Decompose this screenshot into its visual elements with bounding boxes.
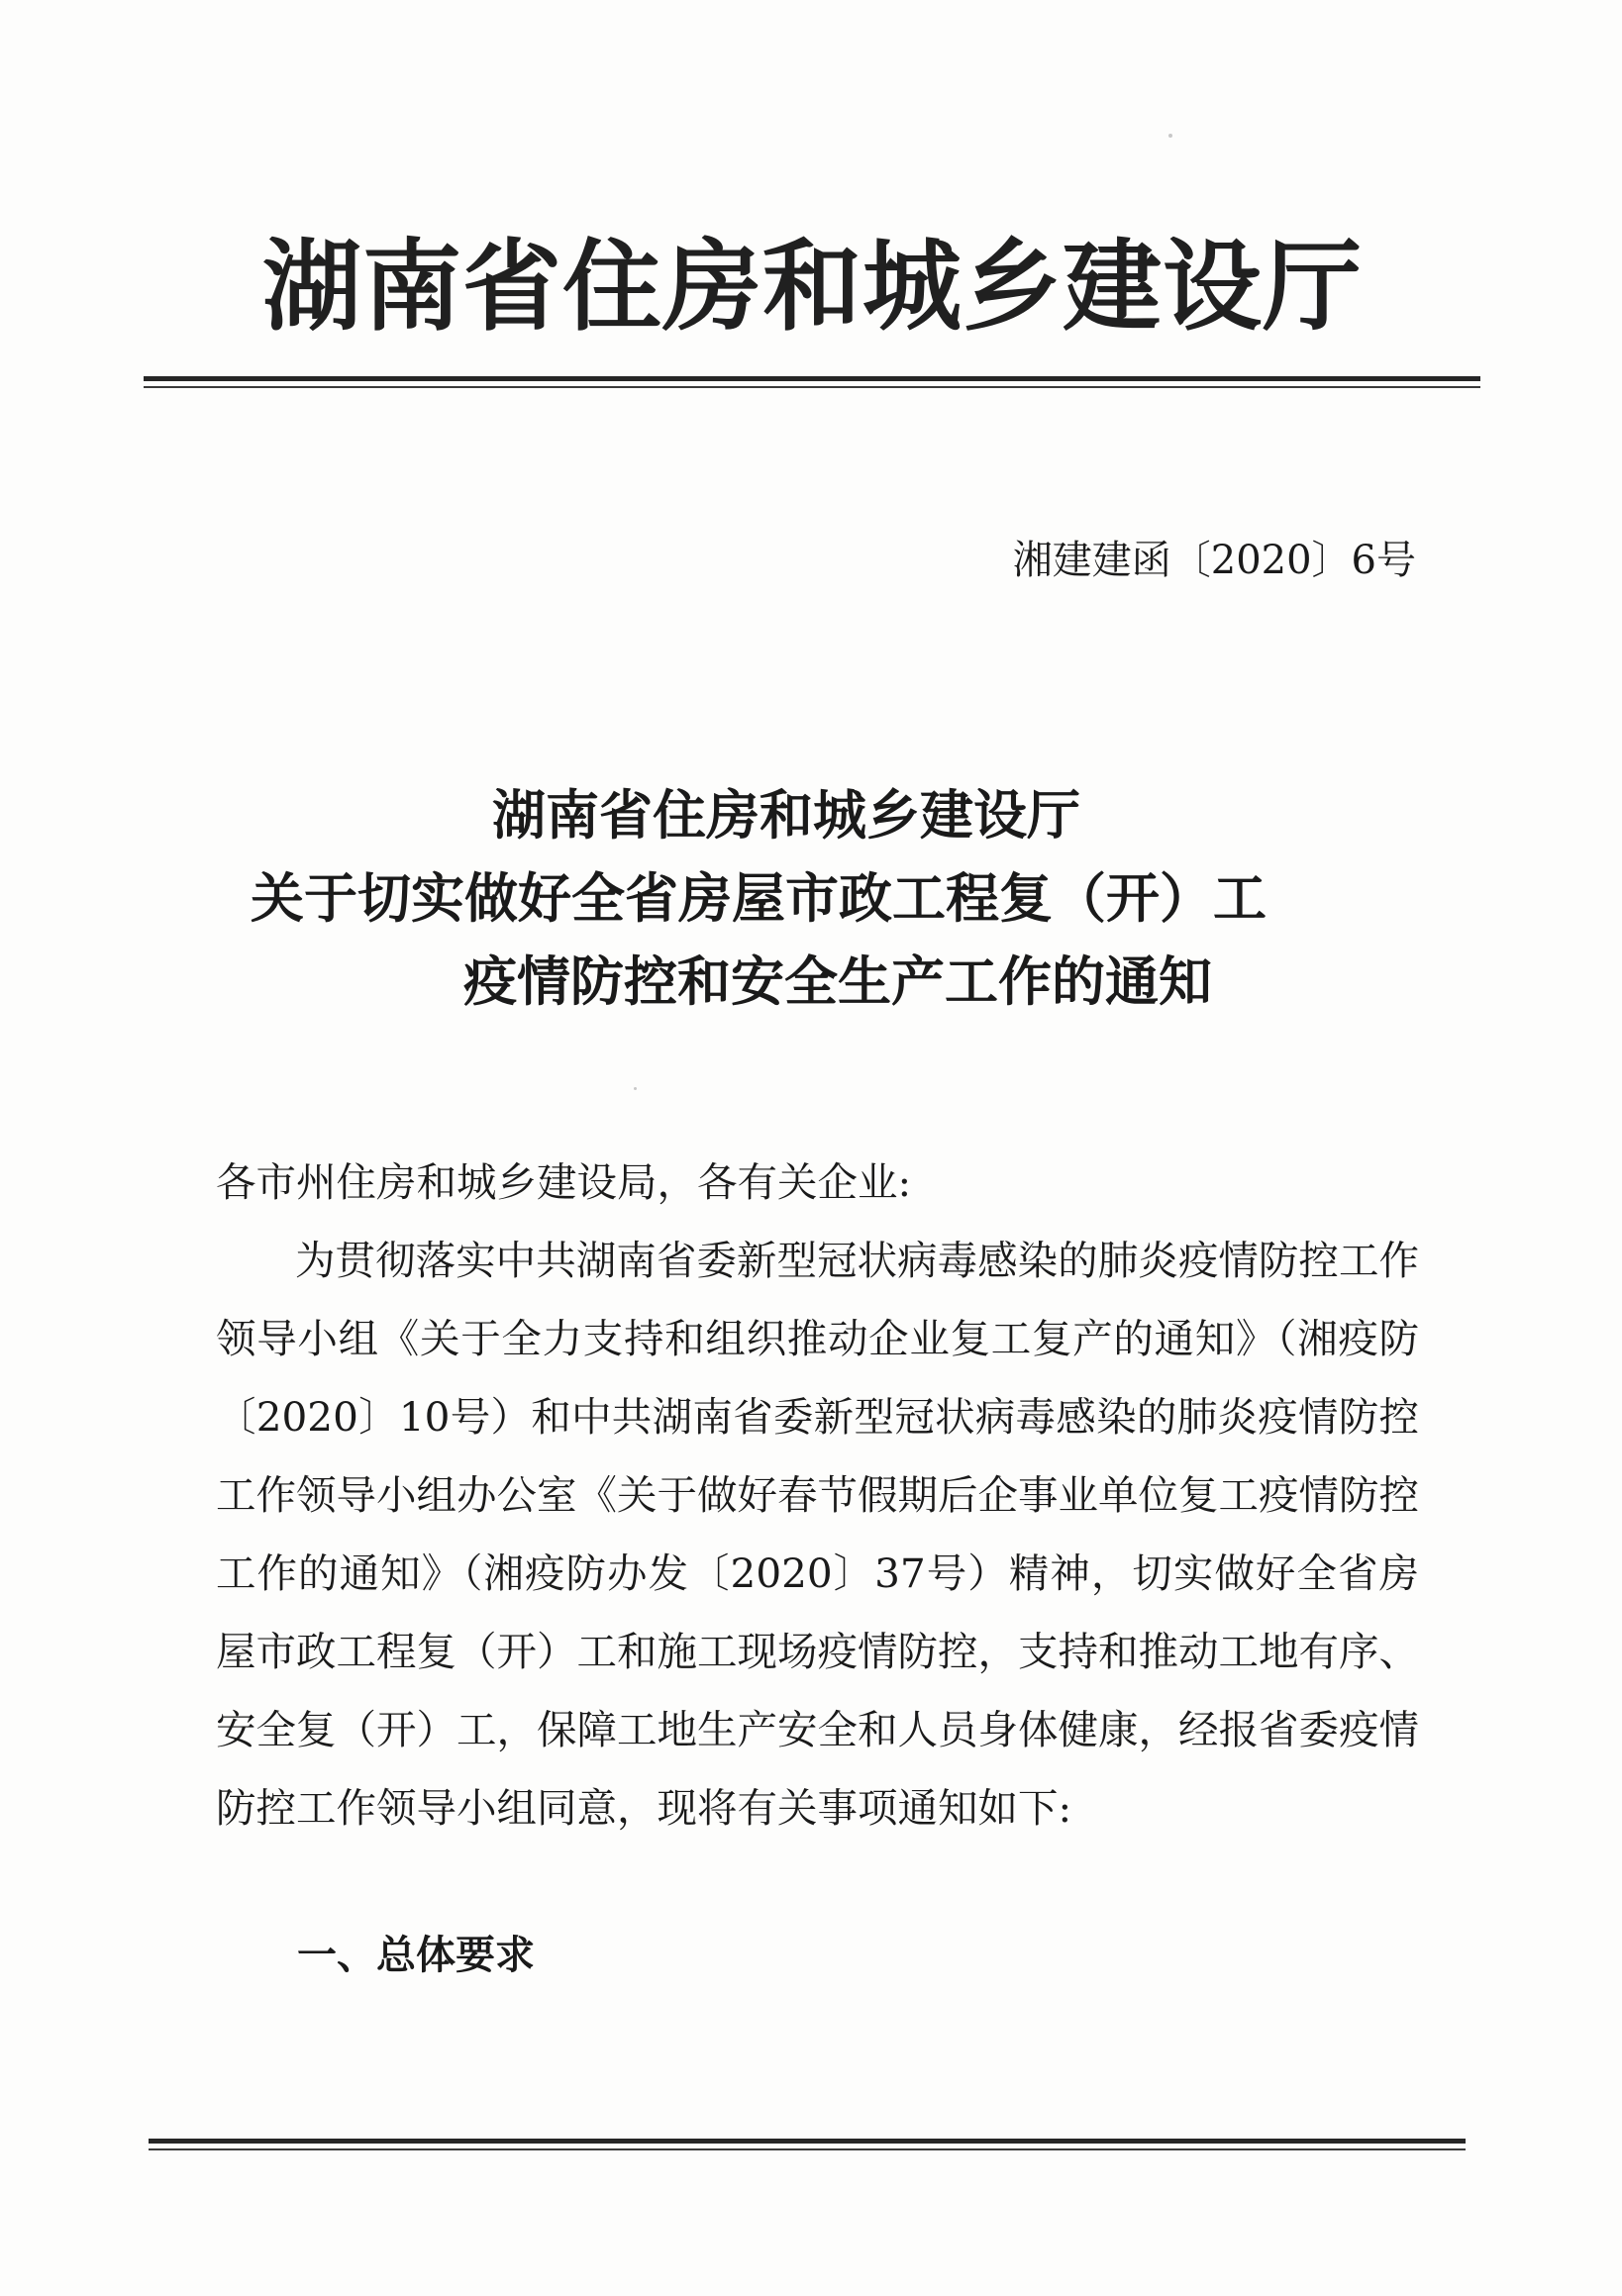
salutation: 各市州住房和城乡建设局，各有关企业:: [216, 1158, 912, 1206]
section-heading: 一、总体要求: [297, 1933, 535, 1978]
divider-thin-line: [149, 2148, 1466, 2150]
divider-thick-line: [149, 2139, 1466, 2144]
scan-speck: [634, 1087, 637, 1090]
title-line: 关于切实做好全省房屋市政工程复（开）工: [251, 867, 1267, 930]
document-body: [216, 1144, 1419, 1847]
title-line: 湖南省住房和城乡建设厅: [492, 784, 1080, 847]
body-paragraph: 为贯彻落实中共湖南省委新型冠状病毒感染的肺炎疫情防控工作领导小组《关于全力支持和组织推动企业复工复产的通知》（湘疫防〔2020〕10号）和中共湖南省委新型冠状病毒感染的肺炎疫情防控工作领导小组办公室《关于做好春节假期后企事业单位复工疫情防控工作的通知》（湘疫防办发〔2020〕37号）精神，切实做好全省房屋市政工程复（开）工和施工现场疫情防控，支持和推动工地有序、安全复（开）工，保障工地生产安全和人员身体健康，经报省委疫情防控工作领导小组同意，现将有关事项通知如下:: [216, 1237, 1419, 1832]
footer-divider: [149, 2139, 1466, 2152]
document-title: [0, 774, 1622, 1024]
title-line: 疫情防控和安全生产工作的通知: [463, 950, 1212, 1013]
document-number: 湘建建函〔2020〕6号: [1012, 538, 1416, 583]
letterhead-divider: [144, 376, 1480, 390]
divider-thick-line: [144, 376, 1480, 381]
scan-speck: [1168, 134, 1172, 138]
divider-thin-line: [144, 386, 1480, 388]
letterhead-agency-name: 湖南省住房和城乡建设厅: [262, 229, 1363, 345]
